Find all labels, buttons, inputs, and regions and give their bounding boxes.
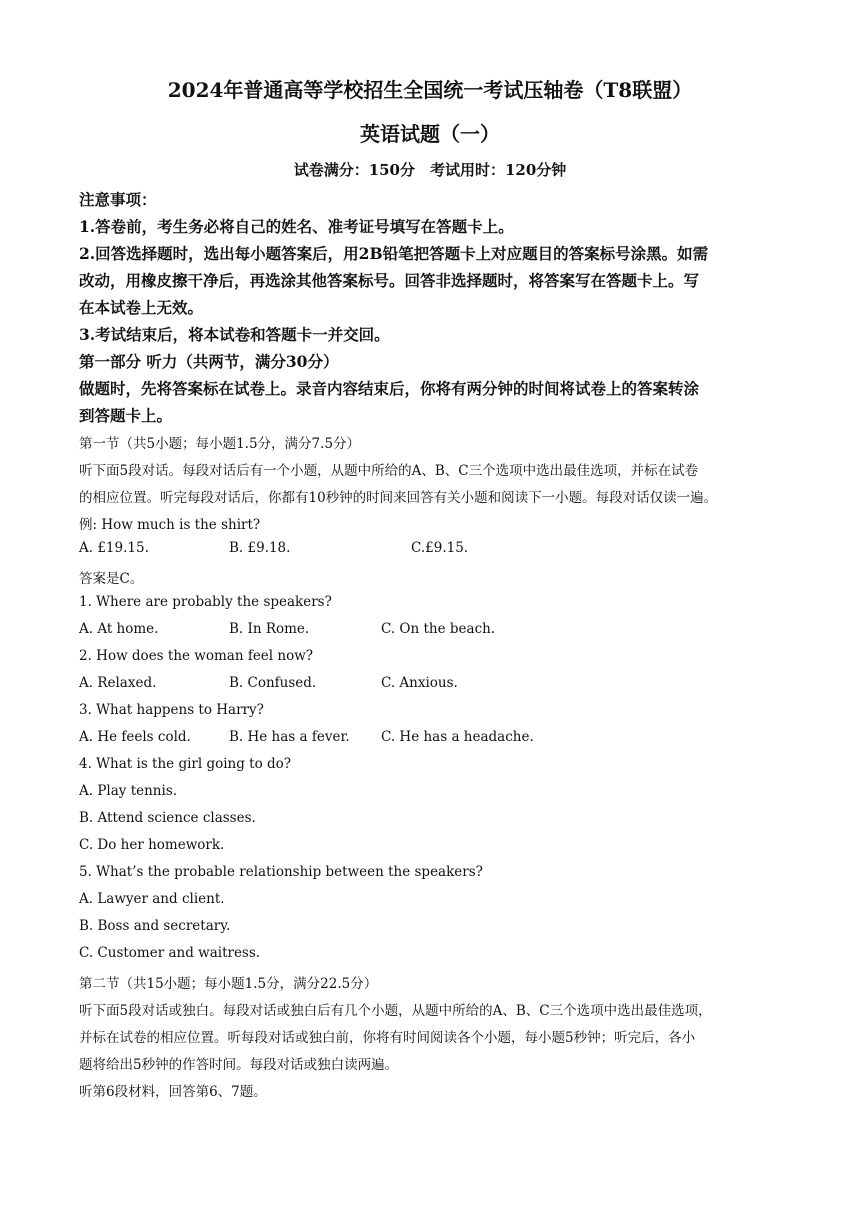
exam-info: 试卷满分：150分 考试用时：120分钟 xyxy=(293,161,567,179)
question-5-option-a: A. Lawyer and client. xyxy=(79,891,225,907)
exam-subtitle: 英语试题（一） xyxy=(360,122,500,146)
example-option-c: C.£9.15. xyxy=(411,540,469,556)
question-4-option-b: B. Attend science classes. xyxy=(79,810,256,826)
question-1-option-c: C. On the beach. xyxy=(381,621,496,637)
question-4-option-c: C. Do her homework. xyxy=(79,837,225,853)
question-4: 4. What is the girl going to do? xyxy=(79,756,292,772)
part1-instruction-line-1: 做题时，先将答案标在试卷上。录音内容结束后，你将有两分钟的时间将试卷上的答案转涂 xyxy=(79,379,700,398)
question-1-option-b: B. In Rome. xyxy=(229,621,310,637)
note-item-1: 1.答卷前，考生务必将自己的姓名、准考证号填写在答题卡上。 xyxy=(79,217,514,236)
question-1: 1. Where are probably the speakers? xyxy=(79,594,332,610)
example-question: 例: How much is the shirt? xyxy=(79,517,261,533)
question-5-option-c: C. Customer and waitress. xyxy=(79,945,261,961)
question-5: 5. What’s the probable relationship between the speakers? xyxy=(79,864,483,880)
section2-instruction-line-3: 题将给出5秒钟的作答时间。每段对话或独白读两遍。 xyxy=(79,1057,399,1073)
section2-heading: 第二节（共15小题；每小题1.5分，满分22.5分） xyxy=(79,976,378,992)
question-2-option-a: A. Relaxed. xyxy=(79,675,157,691)
question-1-option-a: A. At home. xyxy=(79,621,159,637)
example-option-a: A. £19.15. xyxy=(79,540,149,556)
section1-instruction-line-1: 听下面5段对话。每段对话后有一个小题，从题中所给的A、B、C三个选项中选出最佳选项，并标在试卷 xyxy=(79,463,699,479)
question-4-option-a: A. Play tennis. xyxy=(79,783,178,799)
section1-heading: 第一节（共5小题；每小题1.5分，满分7.5分） xyxy=(79,436,361,452)
part1-instruction-line-2: 到答题卡上。 xyxy=(79,406,173,425)
example-answer: 答案是C。 xyxy=(79,571,144,587)
part1-heading: 第一部分 听力（共两节，满分30分） xyxy=(79,352,339,371)
question-3: 3. What happens to Harry? xyxy=(79,702,264,718)
note-item-2-line-3: 在本试卷上无效。 xyxy=(79,298,204,317)
question-2-option-c: C. Anxious. xyxy=(381,675,458,691)
notes-heading: 注意事项： xyxy=(79,190,157,209)
example-option-b: B. £9.18. xyxy=(229,540,291,556)
note-item-2-line-2: 改动，用橡皮擦干净后，再选涂其他答案标号。回答非选择题时，将答案写在答题卡上。写 xyxy=(79,271,700,290)
note-item-2-line-1: 2.回答选择题时，选出每小题答案后，用2B铅笔把答题卡上对应题目的答案标号涂黑。如需 xyxy=(79,244,709,263)
section2-instruction-line-1: 听下面5段对话或独白。每段对话或独白后有几个小题，从题中所给的A、B、C三个选项中选出最佳选项， xyxy=(79,1003,712,1019)
section2-instruction-line-2: 并标在试卷的相应位置。听每段对话或独白前，你将有时间阅读各个小题，每小题5秒钟；听完后，各小 xyxy=(79,1030,696,1046)
note-item-3: 3.考试结束后，将本试卷和答题卡一并交回。 xyxy=(79,325,390,344)
question-3-option-c: C. He has a headache. xyxy=(381,729,534,745)
listen-material-6: 听第6段材料，回答第6、7题。 xyxy=(79,1084,267,1100)
question-3-option-a: A. He feels cold. xyxy=(79,729,191,745)
section1-instruction-line-2: 的相应位置。听完每段对话后，你都有10秒钟的时间来回答有关小题和阅读下一小题。每段对话仅读一遍。 xyxy=(79,490,718,506)
question-2: 2. How does the woman feel now? xyxy=(79,648,314,664)
question-3-option-b: B. He has a fever. xyxy=(229,729,350,745)
question-2-option-b: B. Confused. xyxy=(229,675,317,691)
exam-title: 2024年普通高等学校招生全国统一考试压轴卷（T8联盟） xyxy=(167,78,693,102)
question-5-option-b: B. Boss and secretary. xyxy=(79,918,231,934)
